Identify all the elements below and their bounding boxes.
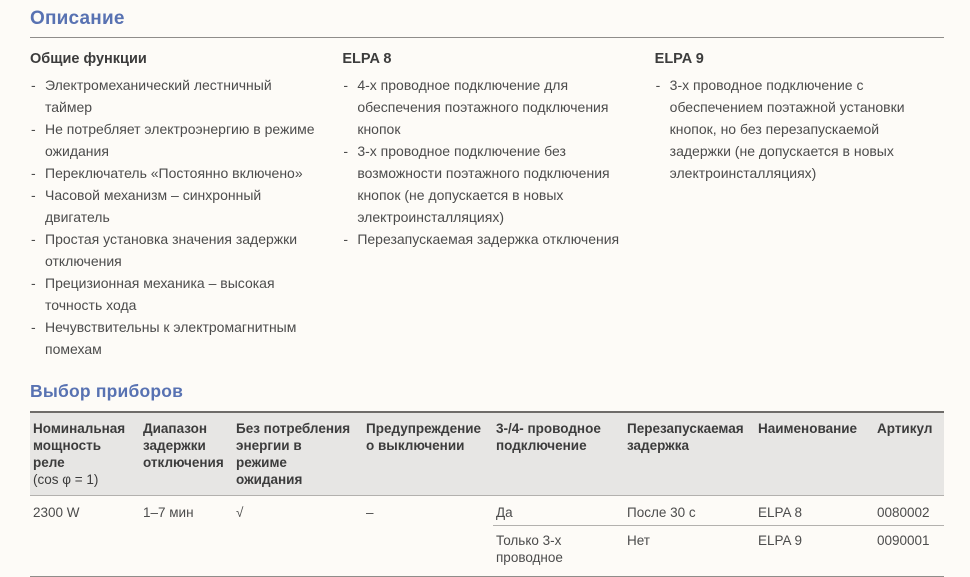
- cell-no-standby-check: [233, 526, 363, 577]
- table-row-elpa9: [30, 526, 944, 577]
- list-item: - Нечувствительны к электромагнитным помехам: [30, 316, 319, 360]
- column-heading: Общие функции: [30, 51, 147, 67]
- column-elpa8: [342, 51, 631, 360]
- cell-delay-range: [140, 526, 233, 577]
- cell-retrigger: Нет: [624, 526, 755, 577]
- general-functions-list: [30, 74, 319, 360]
- header-name: Наименование: [755, 412, 874, 496]
- cell-no-standby-check: √: [236, 505, 244, 520]
- list-item: - 3-х проводное подключение с обеспечением поэтажной установки кнопок, но без перезапускаемой задержки (не допускается в новых электроинсталляциях): [655, 74, 944, 184]
- cell-name: ELPA 8: [758, 505, 803, 520]
- header-delay-range: Диапазон задержки отключения: [140, 412, 233, 496]
- list-item: - Перезапускаемая задержка отключения: [342, 228, 631, 250]
- cell-article: 0090001: [874, 526, 944, 577]
- description-section-title: Описание: [30, 8, 125, 29]
- column-heading: ELPA 9: [654, 51, 704, 67]
- header-wiring: 3-/4- проводное подключение: [493, 412, 624, 496]
- cell-article: 0080002: [877, 505, 930, 520]
- cell-name: ELPA 9: [755, 526, 874, 577]
- cell-power: [30, 526, 140, 577]
- list-item: - Часовой механизм – синхронный двигатель: [30, 184, 319, 228]
- elpa8-list: [342, 74, 631, 250]
- cell-warning: –: [366, 505, 374, 520]
- list-item: - Простая установка значения задержки отключения: [30, 228, 319, 272]
- column-general-functions: [30, 51, 319, 360]
- header-article: Артикул: [874, 412, 944, 496]
- column-elpa9: [655, 51, 944, 360]
- header-retriggerable-delay: Перезапускаемая задержка: [624, 412, 755, 496]
- table-header-row: [30, 412, 944, 496]
- header-no-standby: Без потребления энергии в режиме ожидания: [233, 412, 363, 496]
- cell-retrigger: После 30 с: [627, 505, 696, 520]
- list-item: - 3-х проводное подключение без возможности поэтажного подключения кнопок (не допускается в новых электроинсталляциях): [342, 140, 631, 228]
- table-row-elpa8: [30, 496, 944, 526]
- elpa9-list: [655, 74, 944, 184]
- cell-wiring: Только 3-х проводное: [493, 526, 624, 577]
- list-item: - Переключатель «Постоянно включено»: [30, 162, 319, 184]
- title-divider: [30, 37, 944, 38]
- cell-delay-range: 1–7 мин: [143, 505, 194, 520]
- description-columns: [30, 51, 944, 360]
- header-rated-power-label: Номинальная мощность реле: [33, 421, 126, 470]
- list-item: - 4-х проводное подключение для обеспечения поэтажного подключения кнопок: [342, 74, 631, 140]
- cell-warning: [363, 526, 493, 577]
- header-switchoff-warning: Предупреждение о выключении: [363, 412, 493, 496]
- column-heading: ELPA 8: [342, 51, 392, 67]
- device-selection-table: [30, 411, 944, 577]
- list-item: - Прецизионная механика – высокая точность хода: [30, 272, 319, 316]
- list-item: - Не потребляет электроэнергию в режиме ожидания: [30, 118, 319, 162]
- cell-power: 2300 W: [33, 505, 80, 520]
- header-rated-power: [30, 412, 140, 496]
- list-item: - Электромеханический лестничный таймер: [30, 74, 319, 118]
- header-cos-phi-note: (cos φ = 1): [33, 472, 99, 487]
- cell-wiring: Да: [496, 505, 513, 520]
- selection-section-title: Выбор приборов: [30, 381, 184, 401]
